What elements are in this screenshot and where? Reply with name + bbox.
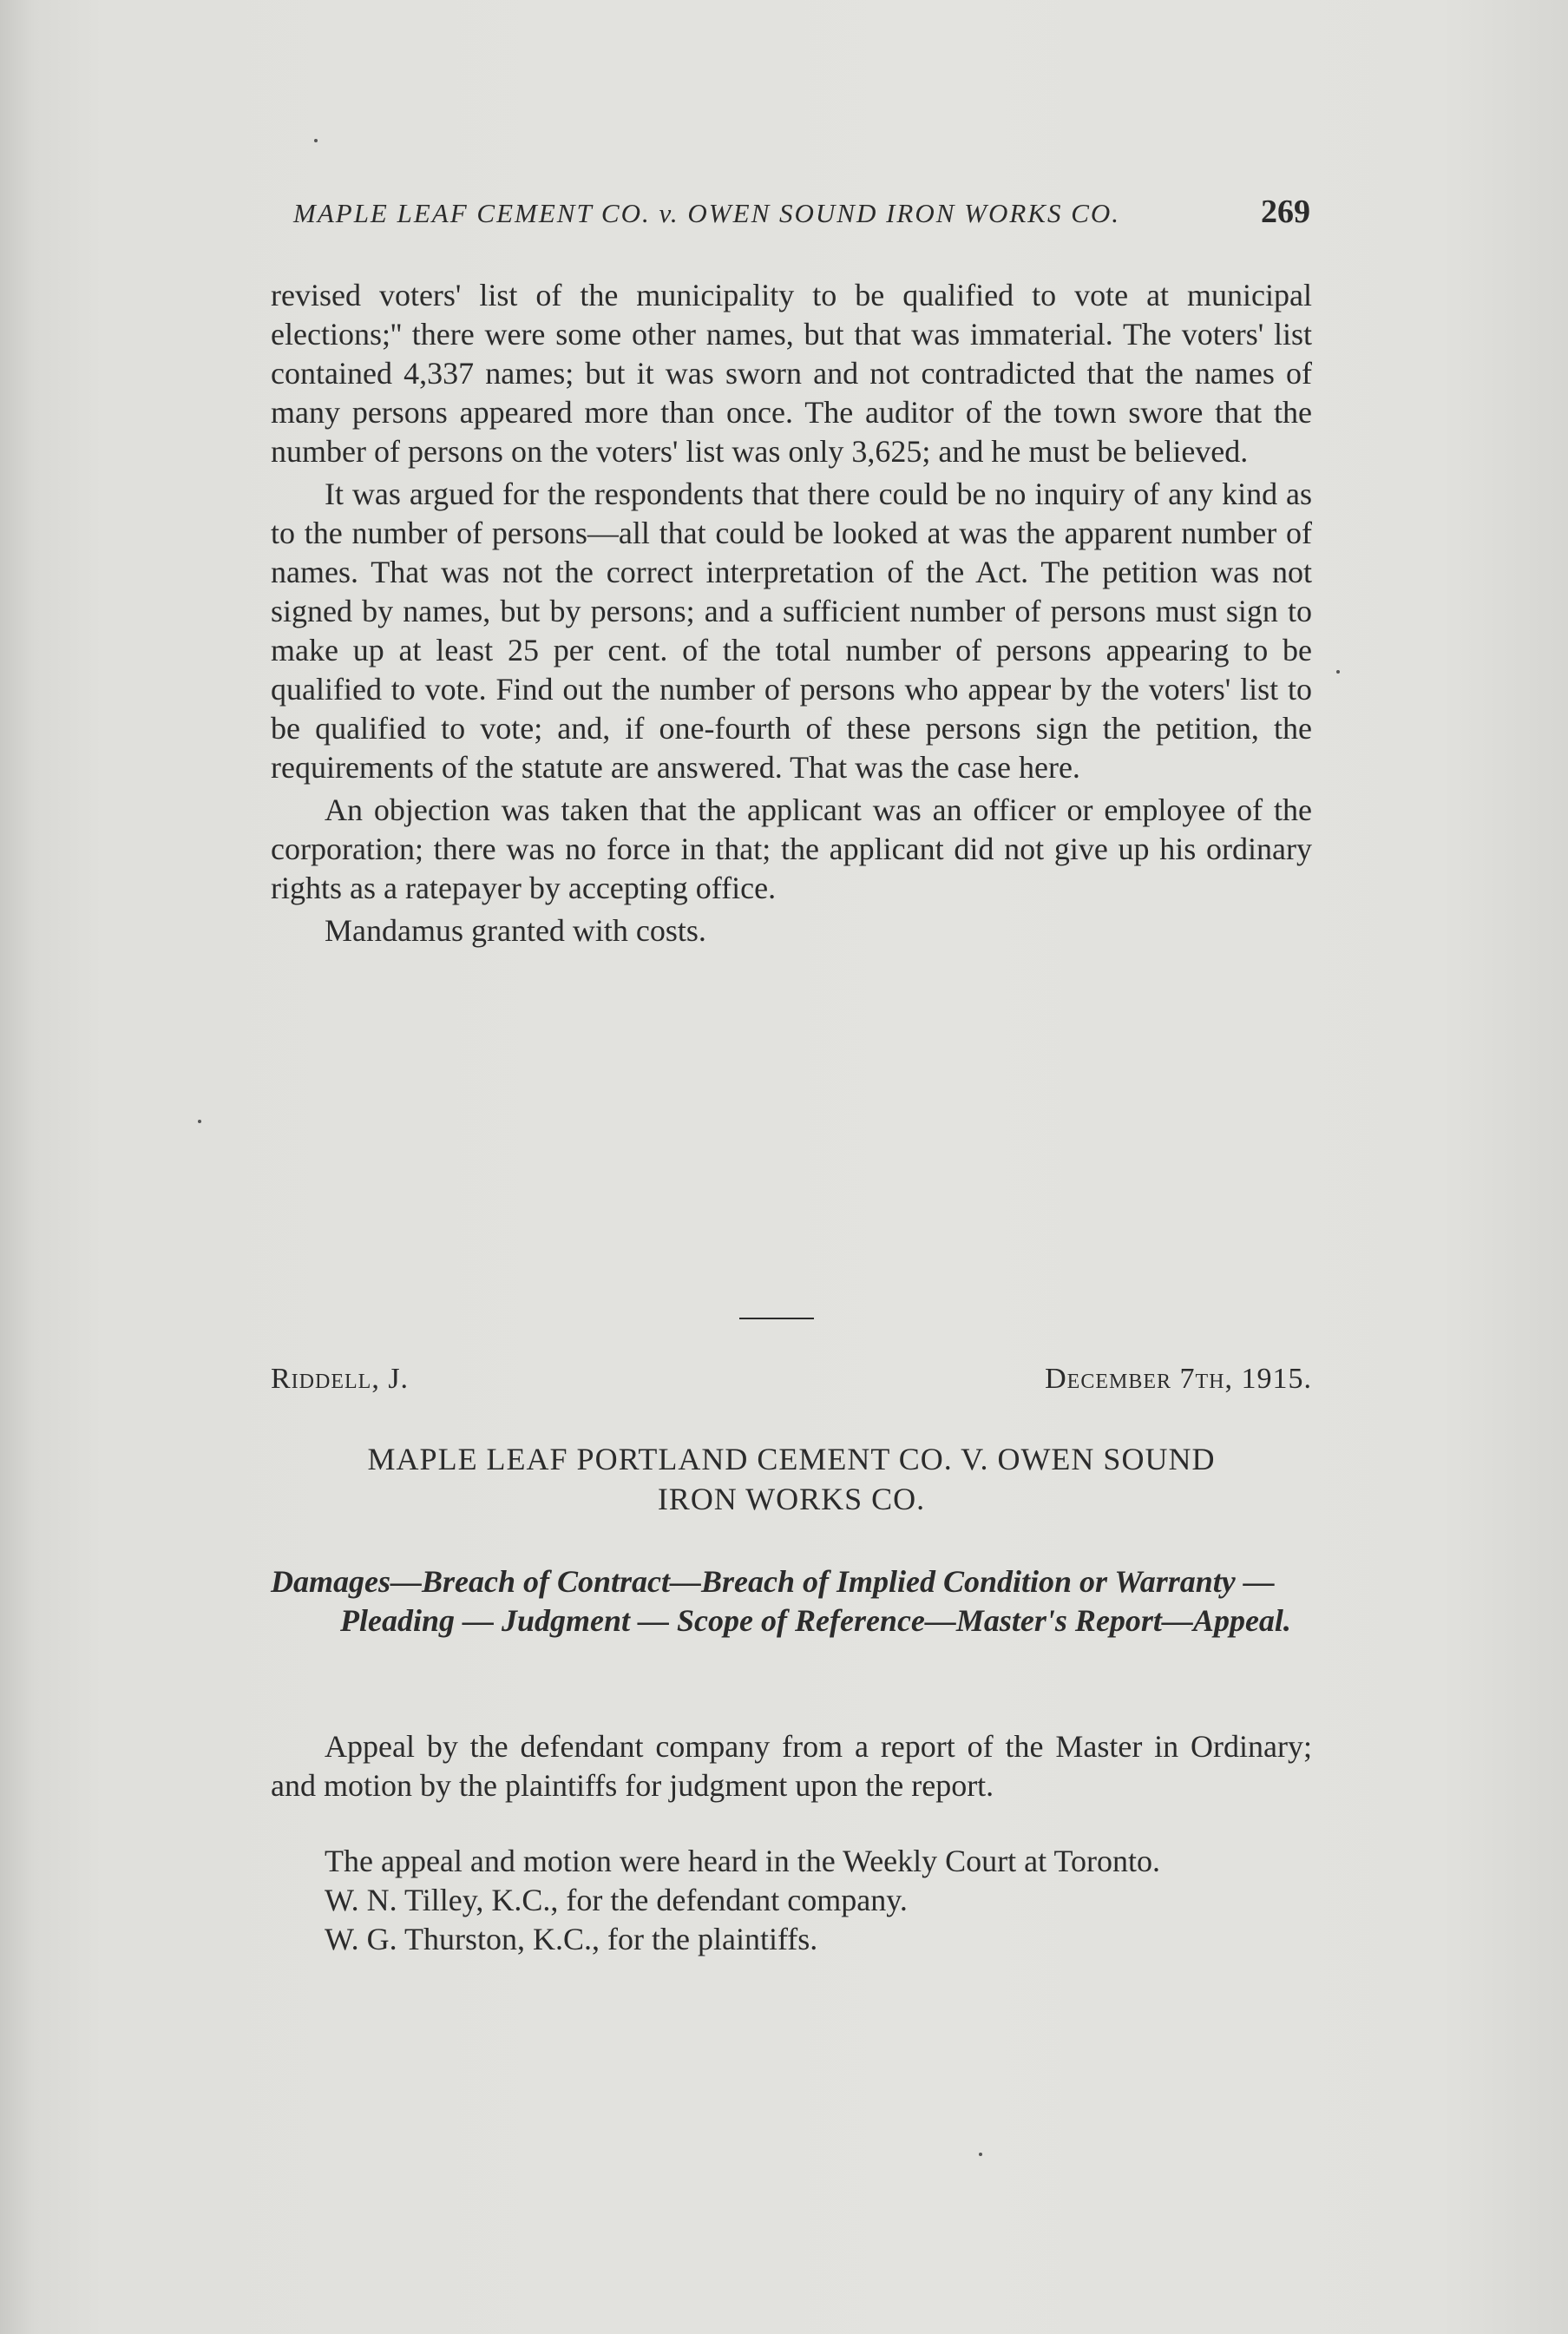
paragraph-continued: revised voters' list of the municipality to be qualified to vote at municipal elections;'' there were some other names, but that was immaterial. The voters' list contained 4,337 names; but it was sworn and not contradicted that the names of many persons appeared more than once. The auditor of the town swore that the number of persons on the voters' list was only 3,625; and he must be believed.	[271, 278, 1312, 469]
paragraph-argument: It was argued for the respondents that there could be no inquiry of any kind as to the number of persons—all that could be looked at was the apparent number of names. That was not the correct interpretation of the Act. The petition was not signed by names, but by persons; and a sufficient number of persons must sign to make up at least 25 per cent. of the total number of persons appearing to be qualified to vote. Find out the number of persons who appear by the voters' list to be qualified to vote; and, if one-fourth of these persons sign the petition, the requirements of the statute are answered. That was the case here.	[271, 477, 1312, 785]
speck-mark	[314, 139, 318, 142]
case-byline	[271, 1363, 1312, 1406]
headnote: Damages—Breach of Contract—Breach of Implied Condition or Warranty — Pleading — Judgment — Scope of Reference—Master's Report—Appeal.	[271, 1564, 1291, 1638]
case-title	[271, 1439, 1312, 1519]
opinion-text	[271, 276, 1312, 950]
counsel-plaintiffs: W. G. Thurston, K.C., for the plaintiffs.	[325, 1922, 818, 1956]
case-introduction	[271, 1727, 1312, 1959]
counsel-defendant: W. N. Tilley, K.C., for the defendant company.	[325, 1883, 908, 1917]
case-title-line-2: IRON WORKS CO.	[657, 1482, 926, 1516]
speck-mark	[979, 2153, 982, 2156]
decision-date: December 7th, 1915.	[1045, 1363, 1312, 1395]
judge-name: Riddell, J.	[271, 1363, 410, 1395]
hearing-paragraph: The appeal and motion were heard in the Weekly Court at Toronto.	[325, 1844, 1160, 1878]
speck-mark	[198, 1120, 201, 1123]
page-header	[293, 193, 1317, 245]
paragraph-objection: An objection was taken that the applicant was an officer or employee of the corporation; there was no force in that; the applicant did not give up his ordinary rights as a ratepayer by accepting office.	[271, 792, 1312, 905]
speck-mark	[1336, 670, 1340, 674]
section-divider	[739, 1318, 814, 1319]
appeal-paragraph: Appeal by the defendant company from a report of the Master in Ordinary; and motion by the plaintiffs for judgment upon the report.	[271, 1729, 1312, 1803]
page-number: 269	[1261, 194, 1310, 230]
case-title-line-1: MAPLE LEAF PORTLAND CEMENT CO. V. OWEN SOUND	[367, 1442, 1216, 1476]
running-head: MAPLE LEAF CEMENT CO. v. OWEN SOUND IRON WORKS CO.	[293, 198, 1121, 228]
paragraph-disposition: Mandamus granted with costs.	[325, 913, 706, 948]
